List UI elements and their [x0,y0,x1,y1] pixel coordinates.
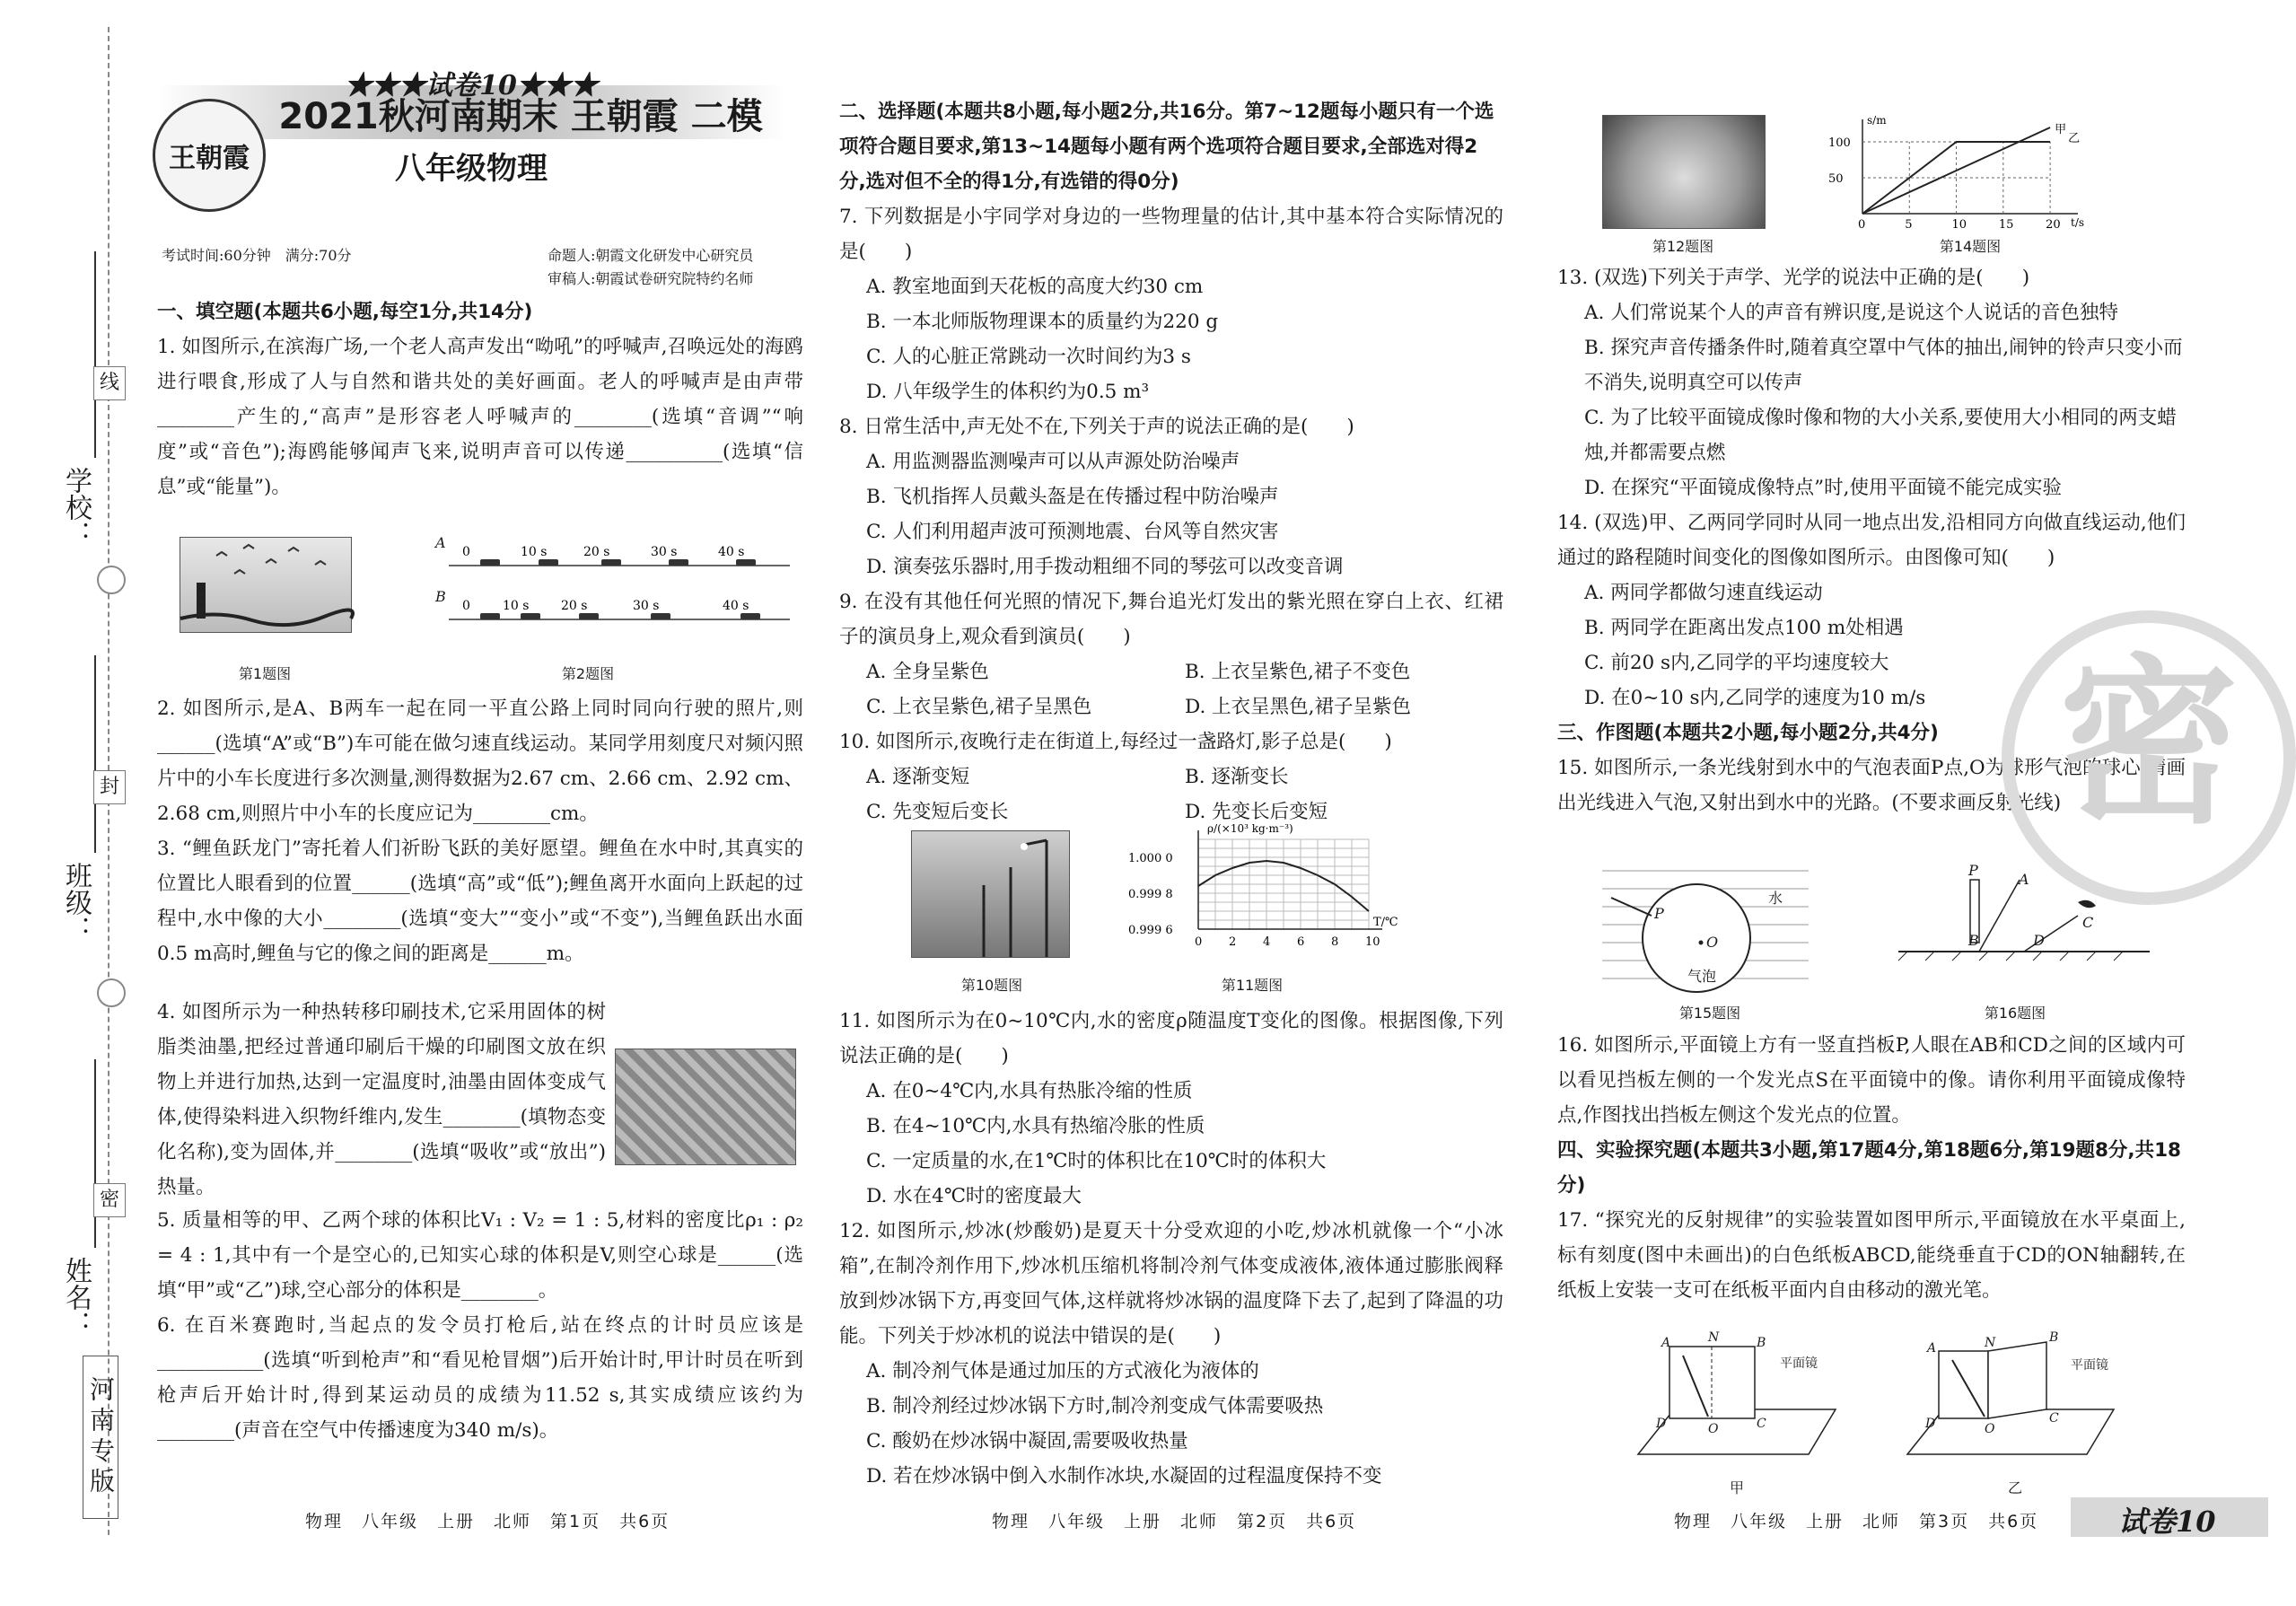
option[interactable]: C. 为了比较平面镜成像时像和物的大小关系,要使用大小相同的两支蜡烛,并都需要点燃 [1584,407,2177,464]
strobe-b-tick: 40 s [723,599,749,613]
label-a: A [1927,1341,1937,1356]
x-axis-label: T/℃ [1373,916,1398,929]
label-c: C [1757,1417,1766,1431]
seagulls-illustration [180,538,351,632]
y-tick-label: 0.999 6 [1128,924,1173,937]
series-label: 甲 [2055,123,2067,136]
option[interactable]: A. 两同学都做匀速直线运动 [1584,582,1823,604]
class-label: 班级： [60,862,92,943]
figure-15-bubble [1602,862,1809,996]
option[interactable]: B. 上衣呈紫色,裙子不变色 [1185,661,1411,683]
option[interactable]: A. 在0~4℃内,水具有热胀冷缩的性质 [866,1080,1193,1102]
option[interactable]: C. 一定质量的水,在1℃时的体积比在10℃时的体积大 [866,1150,1327,1172]
option[interactable]: C. 人们利用超声波可预测地震、台风等自然灾害 [866,521,1279,543]
density-chart-svg [1126,821,1398,965]
section-heading: 三、作图题(本题共2小题,每小题2分,共4分) [1557,722,1939,744]
name-field[interactable] [94,1059,96,1248]
question-3: 3. “鲤鱼跃龙门”寄托着人们祈盼飞跃的美好愿望。鲤鱼在水中时,其真实的位置比人眼看到的位置______(选填“高”或“低”);鲤鱼离开水面向上跃起的过程中,水中像的大小________(选填“变大”“变小”或“不变”),当鲤鱼跃出水面0.5 m高时,鲤鱼与它的像之间的距离是______m。 [157,838,803,965]
option[interactable]: B. 两同学在距离出发点100 m处相遇 [1584,617,1904,639]
question-7: 7. 下列数据是小宇同学对身边的一些物理量的估计,其中基本符合实际情况的是( ) [839,206,1503,263]
x-tick-label: 10 [1365,935,1380,949]
option[interactable]: A. 人们常说某个人的声音有辨识度,是说这个人说话的音色独特 [1584,302,2119,324]
label-a: A [1661,1336,1671,1350]
figure-caption: 第15题图 [1678,1005,1741,1022]
page-footer: 物理 八年级 上册 北师 第2页 共6页 [992,1512,1357,1531]
option[interactable]: D. 水在4℃时的密度最大 [866,1185,1082,1207]
figure-caption: 甲 [1729,1479,1744,1496]
figure-caption: 第11题图 [1221,977,1284,994]
point-p-label: P [1654,905,1664,922]
watermark-stamp: 密 [2002,610,2296,905]
question-16: 16. 如图所示,平面镜上方有一竖直挡板P,人眼在AB和CD之间的区域内可以看见挡板左侧的一个发光点S在平面镜中的像。请你利用平面镜成像特点,作图找出挡板左侧这个发光点的位置。 [1557,1034,2186,1127]
car-b [651,613,670,619]
mirror-label: 平面镜 [1780,1356,1818,1371]
question-1: 1. 如图所示,在滨海广场,一个老人高声发出“呦吼”的呼喊声,召唤远处的海鸥进行喂食,形成了人与自然和谐共处的美好画面。老人的呼喊声是由声带________产生的,“高声”是形容老人呼喊声的________(选填“音调”“响度”或“音色”);海鸥能够闻声飞来,说明声音可以传递__________(选填“信息”或“能量”)。 [157,336,803,498]
figure-caption: 第1题图 [238,665,292,682]
option[interactable]: B. 在4~10℃内,水具有热缩冷胀的性质 [866,1115,1205,1137]
row-b-label: B [435,588,446,605]
point-b-label: B [1968,932,1979,949]
binding-hole [97,566,126,594]
option[interactable]: A. 制冷剂气体是通过加压的方式液化为液体的 [866,1360,1259,1382]
x-axis-label: t/s [2071,216,2085,229]
question-6: 6. 在百米赛跑时,当起点的发令员打枪后,站在终点的计时员应该是___________(选填“听到枪声”和“看见枪冒烟”)后开始计时,甲计时员在听到枪声后开始计时,得到某运动员的成绩为11.52 s,其实成绩应该约为________(声音在空气中传播速度为340 m/s)。 [157,1314,803,1442]
option[interactable]: D. 若在炒冰锅中倒入水制作冰块,水凝固的过程温度保持不变 [866,1465,1382,1488]
strobe-a-tick: 30 s [651,545,678,559]
point-d-label: D [2033,932,2045,949]
reflection-apparatus-a [1629,1329,1845,1472]
subject-title: 八年级物理 [395,151,548,187]
option[interactable]: A. 教室地面到天花板的高度大约30 cm [866,276,1204,298]
x-tick-label: 10 [1951,218,1967,232]
distance-time-chart [1827,115,2096,232]
strobe-b-tick: 0 [462,599,470,613]
label-o: O [1985,1422,1995,1436]
page-2 [839,0,1503,1606]
question-9: 9. 在没有其他任何光照的情况下,舞台追光灯发出的紫光照在穿白上衣、红裙子的演员身上,观众看到演员( ) [839,591,1503,648]
question-15: 15. 如图所示,一条光线射到水中的气泡表面P点,O为球形气泡的球心,请画出光线进入气泡,又射出到水中的光路。(不要求画反射光线) [1557,757,2186,814]
series-label: 乙 [2068,132,2081,145]
option[interactable]: B. 制冷剂经过炒冰锅下方时,制冷剂变成气体需要吸热 [866,1395,1324,1417]
strobe-diagram [435,534,794,633]
y-axis-label: ρ/(×10³ kg·m⁻³) [1207,822,1293,835]
region-tag: 河南专版 [83,1356,118,1519]
option[interactable]: D. 在0~10 s内,乙同学的速度为10 m/s [1584,687,1926,709]
y-tick-label: 100 [1828,136,1851,150]
page-1 [157,0,803,1606]
car-a [736,559,756,566]
option[interactable]: C. 前20 s内,乙同学的平均速度较大 [1584,652,1889,674]
reviewer: 审稿人:朝霞试卷研究院特约名师 [548,270,754,287]
x-tick-label: 6 [1297,935,1305,949]
section-heading: 二、选择题(本题共8小题,每小题2分,共16分。第7~12题每小题只有一个选项符合题目要求,第13~14题每小题有两个选项符合题目要求,全部选对得2分,选对但不全的得1分,有选错的得0分) [839,101,1494,193]
question-12: 12. 如图所示,炒冰(炒酸奶)是夏天十分受欢迎的小吃,炒冰机就像一个“小冰箱”,在制冷剂作用下,炒冰机压缩机将制冷剂气体变成液体,液体通过膨胀阀释放到炒冰锅下方,再变回气体,这样就将炒冰锅的温度降下去了,起到了降温的功能。下列关于炒冰机的说法中错误的是( ) [839,1220,1503,1347]
option[interactable]: D. 上衣呈黑色,裙子呈紫色 [1185,696,1411,718]
option[interactable]: C. 酸奶在炒冰锅中凝固,需要吸收热量 [866,1430,1188,1452]
strobe-b-tick: 20 s [561,599,588,613]
figure-caption: 第12题图 [1652,238,1714,255]
page-title: 2021秋河南期末 王朝霞 二模 [278,96,763,137]
x-tick-label: 0 [1858,218,1866,232]
question-4: 4. 如图所示为一种热转移印刷技术,它采用固体的树脂类油墨,把经过普通印刷后干燥的印刷图文放在织物上并进行加热,达到一定温度时,油墨由固体变成气体,使得染料进入织物纤维内,发生________(填物态变化名称),变为固体,并________(选填“吸收”或“放出”)热量。 [157,1001,606,1198]
option[interactable]: C. 先变短后变长 [866,801,1009,823]
density-chart [1126,821,1398,965]
point-o-label: O [1706,934,1719,951]
x-tick-label: 20 [2046,218,2061,232]
figure-12-photo [1602,115,1766,229]
car-a [669,559,688,566]
car-b [480,613,500,619]
x-tick-label: 2 [1229,935,1237,949]
strobe-b-tick: 30 s [633,599,660,613]
figure-4-photo [615,1049,796,1165]
author: 命题人:朝霞文化研发中心研究员 [548,247,754,264]
figure-2-strobe [435,534,794,633]
car-b [741,613,760,619]
water-label: 水 [1768,890,1783,907]
y-tick-label: 50 [1828,172,1844,186]
binding-hole [97,979,126,1007]
option[interactable]: D. 先变长后变短 [1185,801,1328,823]
label-c: C [2049,1411,2059,1426]
option[interactable]: A. 用监测器监测噪声可以从声源处防治噪声 [866,451,1240,473]
label-d: D [1656,1417,1667,1431]
paper-series: ★★★试卷10★★★ [345,70,598,101]
mirror-label: 平面镜 [2071,1358,2108,1373]
figure-caption: 第14题图 [1939,238,2002,255]
row-a-label: A [435,534,446,551]
car-b [521,613,540,619]
strobe-b-tick: 10 s [503,599,530,613]
question-14: 14. (双选)甲、乙两同学同时从同一地点出发,沿相同方向做直线运动,他们通过的路程随时间变化的图像如图所示。由图像可知( ) [1557,512,2186,569]
name-label: 姓名： [60,1257,92,1338]
strobe-a-tick: 10 s [521,545,548,559]
bubble-label: 气泡 [1687,968,1717,985]
figure-1-photo [180,537,352,633]
y-axis-label: s/m [1867,114,1887,127]
car-a [601,559,621,566]
binding-char-secret: 密 [93,1183,126,1217]
y-tick-label: 0.999 8 [1128,888,1173,901]
label-d: D [1925,1417,1936,1431]
paper-badge: 试卷10 [2118,1505,2216,1539]
option[interactable]: A. 逐渐变短 [866,766,970,788]
option[interactable]: A. 全身呈紫色 [866,661,989,683]
strobe-a-tick: 40 s [718,545,745,559]
school-field[interactable] [94,251,96,458]
figure-17-a [1629,1329,1845,1472]
distance-time-chart-svg [1827,115,2096,232]
section-heading: 四、实验探究题(本题共3小题,第17题4分,第18题6分,第19题8分,共18分) [1557,1139,2182,1197]
exam-time: 考试时间:60分钟 满分:70分 [162,247,352,264]
question-10: 10. 如图所示,夜晚行走在街道上,每经过一盏路灯,影子总是( ) [839,731,1392,753]
figure-caption: 第2题图 [561,665,615,682]
label-b: B [1757,1336,1766,1350]
x-tick-label: 8 [1331,935,1339,949]
label-n: N [1985,1336,1996,1350]
question-2: 2. 如图所示,是A、B两车一起在同一平直公路上同时同向行驶的照片,则______(选填“A”或“B”)车可能在做匀速直线运动。某同学用刻度尺对频闪照片中的小车长度进行多次测量,测得数据为2.67 cm、2.66 cm、2.92 cm、2.68 cm,则照片中小车的长度应记为________cm。 [157,698,803,825]
option[interactable]: B. 一本北师版物理课本的质量约为220 g [866,311,1219,333]
question-17: 17. “探究光的反射规律”的实验装置如图甲所示,平面镜放在水平桌面上,标有刻度(图中未画出)的白色纸板ABCD,能绕垂直于CD的ON轴翻转,在纸板上安装一支可在纸板平面内自由移动的激光笔。 [1557,1209,2186,1302]
strobe-a-tick: 20 s [583,545,610,559]
page-footer: 物理 八年级 上册 北师 第1页 共6页 [305,1512,670,1531]
option[interactable]: C. 上衣呈紫色,裙子呈黑色 [866,696,1092,718]
section-heading: 一、填空题(本题共6小题,每空1分,共14分) [157,301,533,323]
label-n: N [1708,1330,1720,1345]
x-tick-label: 15 [1998,218,2014,232]
figure-caption: 第16题图 [1984,1005,2046,1022]
figure-17-b [1898,1329,2132,1472]
school-label: 学校： [60,467,92,548]
question-5: 5. 质量相等的甲、乙两个球的体积比V₁ : V₂ = 1 : 5,材料的密度比ρ₁ : ρ₂ = 4 : 1,其中有一个是空心的,已知实心球的体积是V,则空心球是______(选填“甲”或“乙”)球,空心部分的体积是________。 [157,1209,803,1302]
option[interactable]: B. 探究声音传播条件时,随着真空罩中气体的抽出,闹钟的铃声只变小而不消失,说明真空可以传声 [1584,337,2183,394]
option[interactable]: D. 八年级学生的体积约为0.5 m³ [866,381,1150,403]
streetlights-illustration [912,831,1069,957]
figure-caption: 乙 [2007,1479,2022,1496]
option[interactable]: C. 人的心脏正常跳动一次时间约为3 s [866,346,1191,368]
question-11: 11. 如图所示为在0~10℃内,水的密度ρ随温度T变化的图像。根据图像,下列说法正确的是( ) [839,1010,1503,1067]
point-c-label: C [2082,914,2094,931]
point-a-label: A [2019,871,2029,888]
y-tick-label: 1.000 0 [1128,852,1173,865]
label-o: O [1708,1422,1719,1436]
car-b [579,613,599,619]
label-b: B [2049,1330,2059,1345]
class-field[interactable] [94,655,96,853]
option[interactable]: B. 飞机指挥人员戴头盔是在传播过程中防治噪声 [866,486,1279,508]
figure-caption: 第10题图 [960,977,1023,994]
car-a [480,559,500,566]
x-tick-label: 0 [1195,935,1203,949]
figure-10-photo [911,830,1070,958]
point-p-label: P [1968,862,1978,879]
binding-char-line: 线 [93,366,126,400]
question-8: 8. 日常生活中,声无处不在,下列关于声的说法正确的是( ) [839,416,1354,438]
logo-text: 王朝霞 [169,143,250,174]
car-a [539,559,558,566]
page-footer: 物理 八年级 上册 北师 第3页 共6页 [1674,1512,2039,1531]
strobe-a-tick: 0 [462,545,470,559]
option[interactable]: B. 逐渐变长 [1185,766,1289,788]
binding-margin [0,0,139,1606]
option[interactable]: D. 演奏弦乐器时,用手拨动粗细不同的琴弦可以改变音调 [866,556,1344,578]
binding-char-seal: 封 [93,770,126,804]
x-tick-label: 4 [1263,935,1271,949]
question-13: 13. (双选)下列关于声学、光学的说法中正确的是( ) [1557,267,2030,289]
option[interactable]: D. 在探究“平面镜成像特点”时,使用平面镜不能完成实验 [1584,477,2062,499]
x-tick-label: 5 [1905,218,1913,232]
